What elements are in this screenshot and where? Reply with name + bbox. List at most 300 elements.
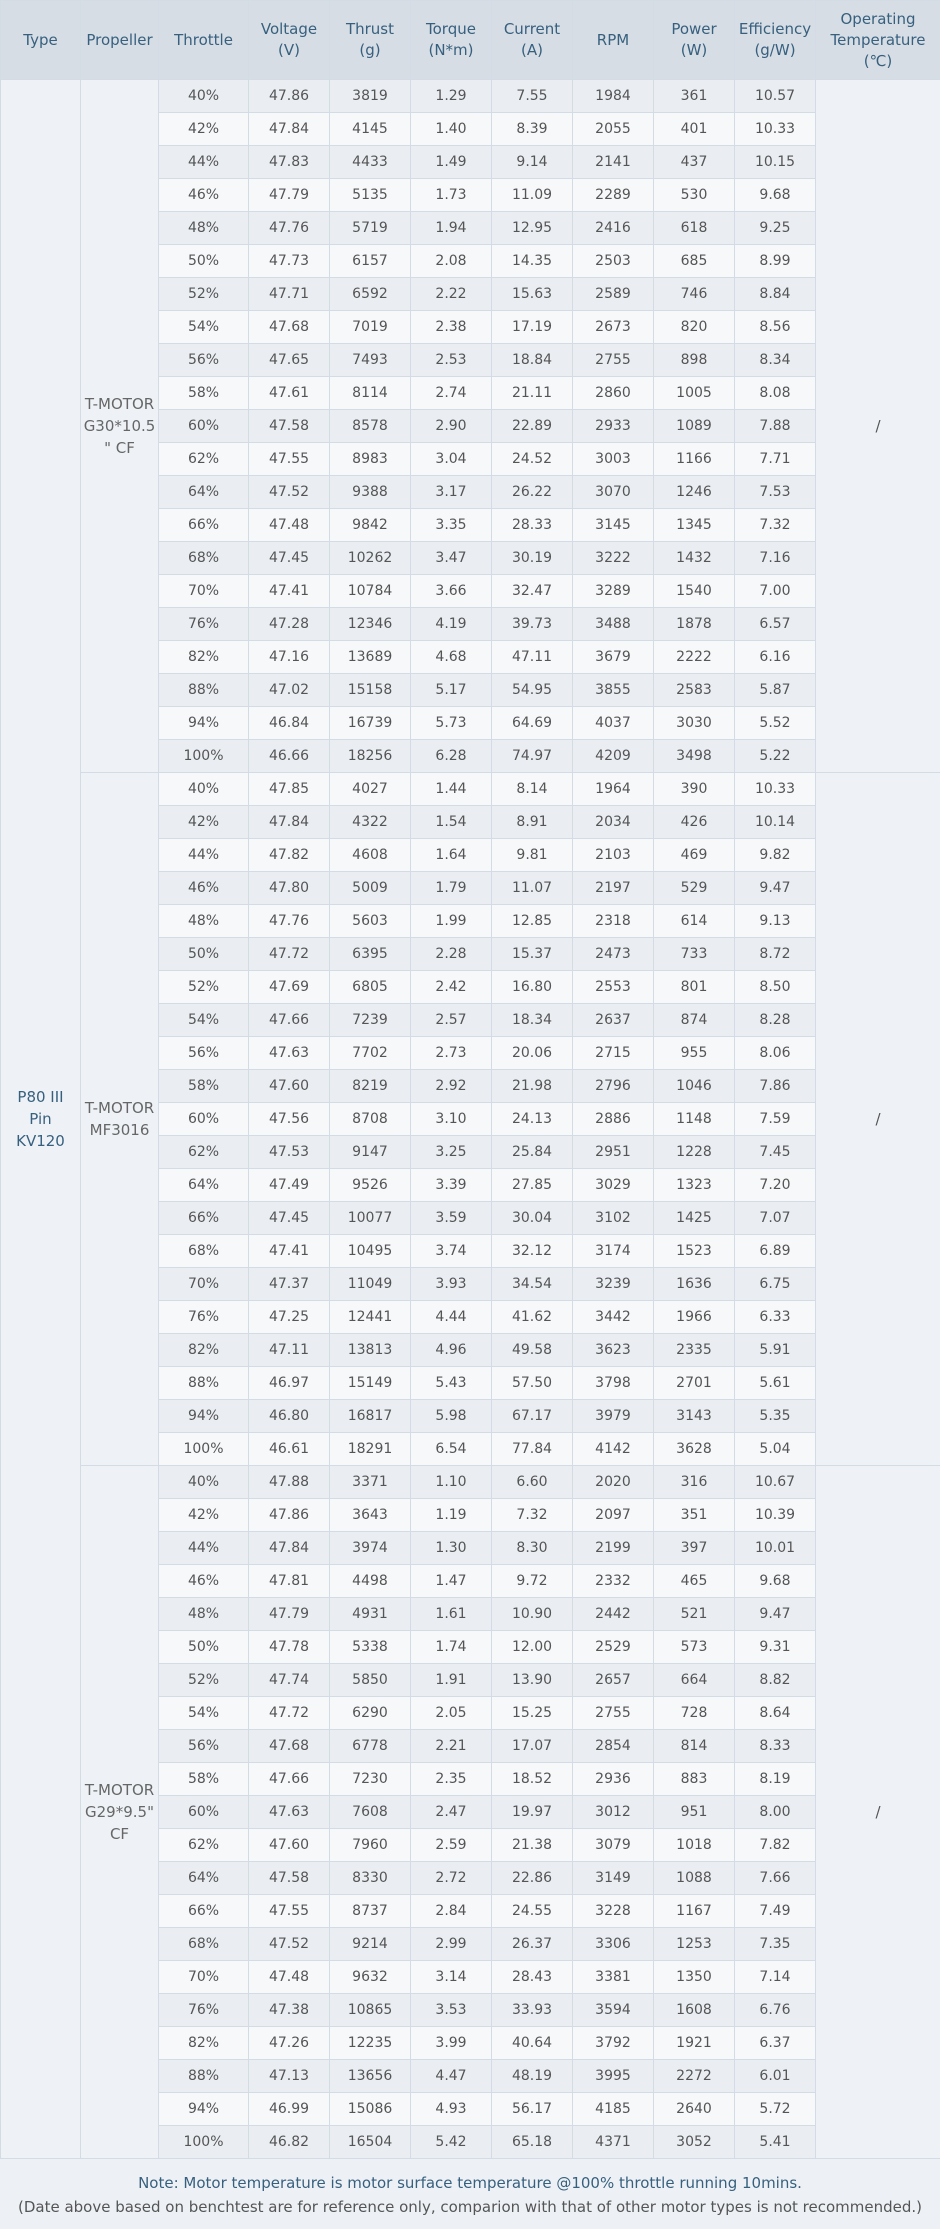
torque-cell: 4.47 <box>411 2060 492 2093</box>
rpm-cell: 2657 <box>573 1664 654 1697</box>
torque-cell: 5.43 <box>411 1367 492 1400</box>
rpm-cell: 4185 <box>573 2093 654 2126</box>
voltage-cell: 47.48 <box>249 509 330 542</box>
throttle-cell: 60% <box>159 1796 249 1829</box>
rpm-cell: 2860 <box>573 377 654 410</box>
voltage-cell: 47.56 <box>249 1103 330 1136</box>
table-row <box>1 80 940 113</box>
header-rpm: RPM <box>573 1 654 80</box>
voltage-cell: 47.41 <box>249 575 330 608</box>
efficiency-cell: 6.16 <box>735 641 816 674</box>
table-body <box>1 80 940 2159</box>
efficiency-cell: 8.28 <box>735 1004 816 1037</box>
efficiency-cell: 5.91 <box>735 1334 816 1367</box>
rpm-cell: 2034 <box>573 806 654 839</box>
table-row <box>1 773 940 806</box>
power-cell: 685 <box>654 245 735 278</box>
efficiency-cell: 9.68 <box>735 179 816 212</box>
current-cell: 9.14 <box>492 146 573 179</box>
torque-cell: 2.21 <box>411 1730 492 1763</box>
efficiency-cell: 8.99 <box>735 245 816 278</box>
voltage-cell: 47.72 <box>249 1697 330 1730</box>
efficiency-cell: 6.76 <box>735 1994 816 2027</box>
torque-cell: 4.68 <box>411 641 492 674</box>
torque-cell: 1.54 <box>411 806 492 839</box>
power-cell: 1350 <box>654 1961 735 1994</box>
rpm-cell: 3623 <box>573 1334 654 1367</box>
voltage-cell: 47.79 <box>249 179 330 212</box>
torque-cell: 2.59 <box>411 1829 492 1862</box>
power-cell: 2583 <box>654 674 735 707</box>
throttle-cell: 58% <box>159 1763 249 1796</box>
thrust-cell: 4608 <box>330 839 411 872</box>
voltage-cell: 47.61 <box>249 377 330 410</box>
thrust-cell: 13656 <box>330 2060 411 2093</box>
voltage-cell: 47.66 <box>249 1004 330 1037</box>
thrust-cell: 6290 <box>330 1697 411 1730</box>
thrust-cell: 9147 <box>330 1136 411 1169</box>
voltage-cell: 47.68 <box>249 311 330 344</box>
throttle-cell: 94% <box>159 707 249 740</box>
current-cell: 40.64 <box>492 2027 573 2060</box>
header-thrust: Thrust (g) <box>330 1 411 80</box>
rpm-cell: 3792 <box>573 2027 654 2060</box>
throttle-cell: 48% <box>159 1598 249 1631</box>
throttle-cell: 82% <box>159 1334 249 1367</box>
voltage-cell: 47.63 <box>249 1796 330 1829</box>
voltage-cell: 47.48 <box>249 1961 330 1994</box>
voltage-cell: 47.68 <box>249 1730 330 1763</box>
power-cell: 1425 <box>654 1202 735 1235</box>
thrust-cell: 6592 <box>330 278 411 311</box>
rpm-cell: 2503 <box>573 245 654 278</box>
power-cell: 521 <box>654 1598 735 1631</box>
rpm-cell: 2854 <box>573 1730 654 1763</box>
torque-cell: 3.74 <box>411 1235 492 1268</box>
power-cell: 801 <box>654 971 735 1004</box>
current-cell: 26.37 <box>492 1928 573 1961</box>
torque-cell: 2.42 <box>411 971 492 1004</box>
torque-cell: 1.94 <box>411 212 492 245</box>
voltage-cell: 47.81 <box>249 1565 330 1598</box>
voltage-cell: 47.82 <box>249 839 330 872</box>
torque-cell: 3.59 <box>411 1202 492 1235</box>
torque-cell: 2.22 <box>411 278 492 311</box>
voltage-cell: 47.38 <box>249 1994 330 2027</box>
voltage-cell: 47.88 <box>249 1466 330 1499</box>
thrust-cell: 9388 <box>330 476 411 509</box>
current-cell: 21.98 <box>492 1070 573 1103</box>
thrust-cell: 5338 <box>330 1631 411 1664</box>
voltage-cell: 47.16 <box>249 641 330 674</box>
torque-cell: 2.08 <box>411 245 492 278</box>
thrust-cell: 18291 <box>330 1433 411 1466</box>
torque-cell: 2.74 <box>411 377 492 410</box>
thrust-cell: 7493 <box>330 344 411 377</box>
voltage-cell: 47.79 <box>249 1598 330 1631</box>
thrust-cell: 8708 <box>330 1103 411 1136</box>
current-cell: 7.55 <box>492 80 573 113</box>
voltage-cell: 47.11 <box>249 1334 330 1367</box>
rpm-cell: 2289 <box>573 179 654 212</box>
voltage-cell: 47.78 <box>249 1631 330 1664</box>
throttle-cell: 48% <box>159 212 249 245</box>
power-cell: 3498 <box>654 740 735 773</box>
rpm-cell: 4209 <box>573 740 654 773</box>
power-cell: 874 <box>654 1004 735 1037</box>
voltage-cell: 47.45 <box>249 542 330 575</box>
power-cell: 898 <box>654 344 735 377</box>
power-cell: 401 <box>654 113 735 146</box>
power-cell: 1148 <box>654 1103 735 1136</box>
torque-cell: 2.35 <box>411 1763 492 1796</box>
torque-cell: 6.54 <box>411 1433 492 1466</box>
efficiency-cell: 7.32 <box>735 509 816 542</box>
power-cell: 1345 <box>654 509 735 542</box>
power-cell: 1167 <box>654 1895 735 1928</box>
throttle-cell: 64% <box>159 1862 249 1895</box>
rpm-cell: 2097 <box>573 1499 654 1532</box>
throttle-cell: 54% <box>159 1004 249 1037</box>
rpm-cell: 2755 <box>573 1697 654 1730</box>
power-cell: 1878 <box>654 608 735 641</box>
current-cell: 24.52 <box>492 443 573 476</box>
current-cell: 33.93 <box>492 1994 573 2027</box>
efficiency-cell: 7.16 <box>735 542 816 575</box>
rpm-cell: 2103 <box>573 839 654 872</box>
torque-cell: 2.28 <box>411 938 492 971</box>
current-cell: 19.97 <box>492 1796 573 1829</box>
thrust-cell: 5850 <box>330 1664 411 1697</box>
efficiency-cell: 7.59 <box>735 1103 816 1136</box>
rpm-cell: 2553 <box>573 971 654 1004</box>
current-cell: 17.19 <box>492 311 573 344</box>
thrust-cell: 9214 <box>330 1928 411 1961</box>
throttle-cell: 68% <box>159 1235 249 1268</box>
voltage-cell: 47.86 <box>249 1499 330 1532</box>
power-cell: 1523 <box>654 1235 735 1268</box>
thrust-cell: 4931 <box>330 1598 411 1631</box>
voltage-cell: 47.76 <box>249 212 330 245</box>
voltage-cell: 47.74 <box>249 1664 330 1697</box>
thrust-cell: 6157 <box>330 245 411 278</box>
torque-cell: 2.38 <box>411 311 492 344</box>
voltage-cell: 47.84 <box>249 113 330 146</box>
power-cell: 746 <box>654 278 735 311</box>
current-cell: 7.32 <box>492 1499 573 1532</box>
header-power: Power (W) <box>654 1 735 80</box>
rpm-cell: 3594 <box>573 1994 654 2027</box>
torque-cell: 2.72 <box>411 1862 492 1895</box>
rpm-cell: 3798 <box>573 1367 654 1400</box>
current-cell: 41.62 <box>492 1301 573 1334</box>
voltage-cell: 46.97 <box>249 1367 330 1400</box>
throttle-cell: 54% <box>159 311 249 344</box>
power-cell: 1005 <box>654 377 735 410</box>
rpm-cell: 3855 <box>573 674 654 707</box>
torque-cell: 5.73 <box>411 707 492 740</box>
voltage-cell: 47.66 <box>249 1763 330 1796</box>
voltage-cell: 47.73 <box>249 245 330 278</box>
thrust-cell: 13689 <box>330 641 411 674</box>
voltage-cell: 47.86 <box>249 80 330 113</box>
thrust-cell: 9526 <box>330 1169 411 1202</box>
throttle-cell: 46% <box>159 872 249 905</box>
torque-cell: 1.64 <box>411 839 492 872</box>
efficiency-cell: 8.00 <box>735 1796 816 1829</box>
rpm-cell: 3239 <box>573 1268 654 1301</box>
throttle-cell: 66% <box>159 1202 249 1235</box>
current-cell: 77.84 <box>492 1433 573 1466</box>
power-cell: 2222 <box>654 641 735 674</box>
power-cell: 614 <box>654 905 735 938</box>
power-cell: 1966 <box>654 1301 735 1334</box>
efficiency-cell: 10.01 <box>735 1532 816 1565</box>
thrust-cell: 7019 <box>330 311 411 344</box>
efficiency-cell: 6.01 <box>735 2060 816 2093</box>
efficiency-cell: 7.53 <box>735 476 816 509</box>
thrust-cell: 7960 <box>330 1829 411 1862</box>
voltage-cell: 46.61 <box>249 1433 330 1466</box>
voltage-cell: 47.25 <box>249 1301 330 1334</box>
power-cell: 820 <box>654 311 735 344</box>
power-cell: 1323 <box>654 1169 735 1202</box>
torque-cell: 3.04 <box>411 443 492 476</box>
torque-cell: 6.28 <box>411 740 492 773</box>
torque-cell: 1.91 <box>411 1664 492 1697</box>
rpm-cell: 3488 <box>573 608 654 641</box>
rpm-cell: 3145 <box>573 509 654 542</box>
thrust-cell: 7230 <box>330 1763 411 1796</box>
torque-cell: 3.10 <box>411 1103 492 1136</box>
voltage-cell: 47.13 <box>249 2060 330 2093</box>
voltage-cell: 47.53 <box>249 1136 330 1169</box>
efficiency-cell: 6.57 <box>735 608 816 641</box>
thrust-cell: 12235 <box>330 2027 411 2060</box>
propeller-cell: T-MOTOR MF3016 <box>81 773 159 1466</box>
efficiency-cell: 7.07 <box>735 1202 816 1235</box>
rpm-cell: 3079 <box>573 1829 654 1862</box>
current-cell: 9.72 <box>492 1565 573 1598</box>
torque-cell: 1.79 <box>411 872 492 905</box>
efficiency-cell: 8.72 <box>735 938 816 971</box>
header-current: Current (A) <box>492 1 573 80</box>
power-cell: 1089 <box>654 410 735 443</box>
voltage-cell: 47.60 <box>249 1070 330 1103</box>
current-cell: 18.34 <box>492 1004 573 1037</box>
rpm-cell: 2951 <box>573 1136 654 1169</box>
thrust-cell: 12441 <box>330 1301 411 1334</box>
thrust-cell: 10784 <box>330 575 411 608</box>
power-cell: 390 <box>654 773 735 806</box>
voltage-cell: 46.66 <box>249 740 330 773</box>
throttle-cell: 40% <box>159 80 249 113</box>
voltage-cell: 46.99 <box>249 2093 330 2126</box>
torque-cell: 1.49 <box>411 146 492 179</box>
efficiency-cell: 6.89 <box>735 1235 816 1268</box>
rpm-cell: 1984 <box>573 80 654 113</box>
efficiency-cell: 8.33 <box>735 1730 816 1763</box>
operating-temperature-cell: / <box>816 773 940 1466</box>
efficiency-cell: 10.33 <box>735 773 816 806</box>
voltage-cell: 47.45 <box>249 1202 330 1235</box>
current-cell: 9.81 <box>492 839 573 872</box>
rpm-cell: 2715 <box>573 1037 654 1070</box>
efficiency-cell: 9.82 <box>735 839 816 872</box>
power-cell: 1228 <box>654 1136 735 1169</box>
rpm-cell: 2589 <box>573 278 654 311</box>
current-cell: 56.17 <box>492 2093 573 2126</box>
torque-cell: 3.47 <box>411 542 492 575</box>
torque-cell: 5.42 <box>411 2126 492 2159</box>
rpm-cell: 3979 <box>573 1400 654 1433</box>
efficiency-cell: 8.64 <box>735 1697 816 1730</box>
current-cell: 8.14 <box>492 773 573 806</box>
throttle-cell: 44% <box>159 146 249 179</box>
voltage-cell: 47.49 <box>249 1169 330 1202</box>
current-cell: 20.06 <box>492 1037 573 1070</box>
current-cell: 14.35 <box>492 245 573 278</box>
torque-cell: 2.92 <box>411 1070 492 1103</box>
thrust-cell: 8983 <box>330 443 411 476</box>
torque-cell: 1.73 <box>411 179 492 212</box>
power-cell: 316 <box>654 1466 735 1499</box>
power-cell: 573 <box>654 1631 735 1664</box>
thrust-cell: 4145 <box>330 113 411 146</box>
power-cell: 1246 <box>654 476 735 509</box>
thrust-cell: 15158 <box>330 674 411 707</box>
rpm-cell: 2529 <box>573 1631 654 1664</box>
torque-cell: 1.61 <box>411 1598 492 1631</box>
current-cell: 15.63 <box>492 278 573 311</box>
throttle-cell: 50% <box>159 1631 249 1664</box>
power-cell: 3052 <box>654 2126 735 2159</box>
torque-cell: 2.73 <box>411 1037 492 1070</box>
operating-temperature-cell: / <box>816 80 940 773</box>
thrust-cell: 10262 <box>330 542 411 575</box>
throttle-cell: 42% <box>159 113 249 146</box>
current-cell: 22.89 <box>492 410 573 443</box>
power-cell: 728 <box>654 1697 735 1730</box>
rpm-cell: 2318 <box>573 905 654 938</box>
rpm-cell: 2332 <box>573 1565 654 1598</box>
power-cell: 814 <box>654 1730 735 1763</box>
thrust-cell: 7239 <box>330 1004 411 1037</box>
current-cell: 18.84 <box>492 344 573 377</box>
header-temperature: Operating Temperature (℃) <box>816 1 940 80</box>
efficiency-cell: 10.57 <box>735 80 816 113</box>
throttle-cell: 76% <box>159 608 249 641</box>
thrust-cell: 4433 <box>330 146 411 179</box>
voltage-cell: 47.83 <box>249 146 330 179</box>
efficiency-cell: 10.15 <box>735 146 816 179</box>
power-cell: 1636 <box>654 1268 735 1301</box>
thrust-cell: 5603 <box>330 905 411 938</box>
torque-cell: 2.90 <box>411 410 492 443</box>
throttle-cell: 62% <box>159 1829 249 1862</box>
notes-footer <box>0 2159 940 2229</box>
torque-cell: 3.39 <box>411 1169 492 1202</box>
current-cell: 16.80 <box>492 971 573 1004</box>
current-cell: 8.30 <box>492 1532 573 1565</box>
thrust-cell: 8114 <box>330 377 411 410</box>
voltage-cell: 46.80 <box>249 1400 330 1433</box>
efficiency-cell: 5.35 <box>735 1400 816 1433</box>
current-cell: 30.04 <box>492 1202 573 1235</box>
rpm-cell: 2197 <box>573 872 654 905</box>
rpm-cell: 3149 <box>573 1862 654 1895</box>
throttle-cell: 68% <box>159 542 249 575</box>
throttle-cell: 60% <box>159 410 249 443</box>
thrust-cell: 12346 <box>330 608 411 641</box>
throttle-cell: 46% <box>159 179 249 212</box>
current-cell: 49.58 <box>492 1334 573 1367</box>
rpm-cell: 3029 <box>573 1169 654 1202</box>
thrust-cell: 8737 <box>330 1895 411 1928</box>
current-cell: 54.95 <box>492 674 573 707</box>
current-cell: 21.11 <box>492 377 573 410</box>
throttle-cell: 88% <box>159 674 249 707</box>
thrust-cell: 6805 <box>330 971 411 1004</box>
efficiency-cell: 5.41 <box>735 2126 816 2159</box>
rpm-cell: 2673 <box>573 311 654 344</box>
voltage-cell: 47.63 <box>249 1037 330 1070</box>
voltage-cell: 47.58 <box>249 410 330 443</box>
throttle-cell: 52% <box>159 971 249 1004</box>
propeller-cell: T-MOTOR G29*9.5" CF <box>81 1466 159 2159</box>
torque-cell: 2.99 <box>411 1928 492 1961</box>
efficiency-cell: 10.14 <box>735 806 816 839</box>
throttle-cell: 94% <box>159 2093 249 2126</box>
thrust-cell: 6395 <box>330 938 411 971</box>
voltage-cell: 47.41 <box>249 1235 330 1268</box>
thrust-cell: 5009 <box>330 872 411 905</box>
current-cell: 12.95 <box>492 212 573 245</box>
power-cell: 397 <box>654 1532 735 1565</box>
thrust-cell: 5719 <box>330 212 411 245</box>
torque-cell: 2.05 <box>411 1697 492 1730</box>
torque-cell: 1.40 <box>411 113 492 146</box>
propeller-cell: T-MOTOR G30*10.5 " CF <box>81 80 159 773</box>
current-cell: 8.91 <box>492 806 573 839</box>
efficiency-cell: 5.52 <box>735 707 816 740</box>
torque-cell: 1.74 <box>411 1631 492 1664</box>
current-cell: 34.54 <box>492 1268 573 1301</box>
thrust-cell: 3643 <box>330 1499 411 1532</box>
torque-cell: 1.30 <box>411 1532 492 1565</box>
thrust-cell: 4027 <box>330 773 411 806</box>
current-cell: 24.55 <box>492 1895 573 1928</box>
operating-temperature-cell: / <box>816 1466 940 2159</box>
rpm-cell: 3070 <box>573 476 654 509</box>
efficiency-cell: 9.31 <box>735 1631 816 1664</box>
current-cell: 27.85 <box>492 1169 573 1202</box>
rpm-cell: 2020 <box>573 1466 654 1499</box>
rpm-cell: 2796 <box>573 1070 654 1103</box>
torque-cell: 3.25 <box>411 1136 492 1169</box>
voltage-cell: 47.71 <box>249 278 330 311</box>
throttle-cell: 58% <box>159 1070 249 1103</box>
power-cell: 426 <box>654 806 735 839</box>
rpm-cell: 2936 <box>573 1763 654 1796</box>
torque-cell: 5.17 <box>411 674 492 707</box>
header-propeller: Propeller <box>81 1 159 80</box>
throttle-cell: 100% <box>159 740 249 773</box>
throttle-cell: 50% <box>159 245 249 278</box>
rpm-cell: 2637 <box>573 1004 654 1037</box>
throttle-cell: 60% <box>159 1103 249 1136</box>
rpm-cell: 4371 <box>573 2126 654 2159</box>
